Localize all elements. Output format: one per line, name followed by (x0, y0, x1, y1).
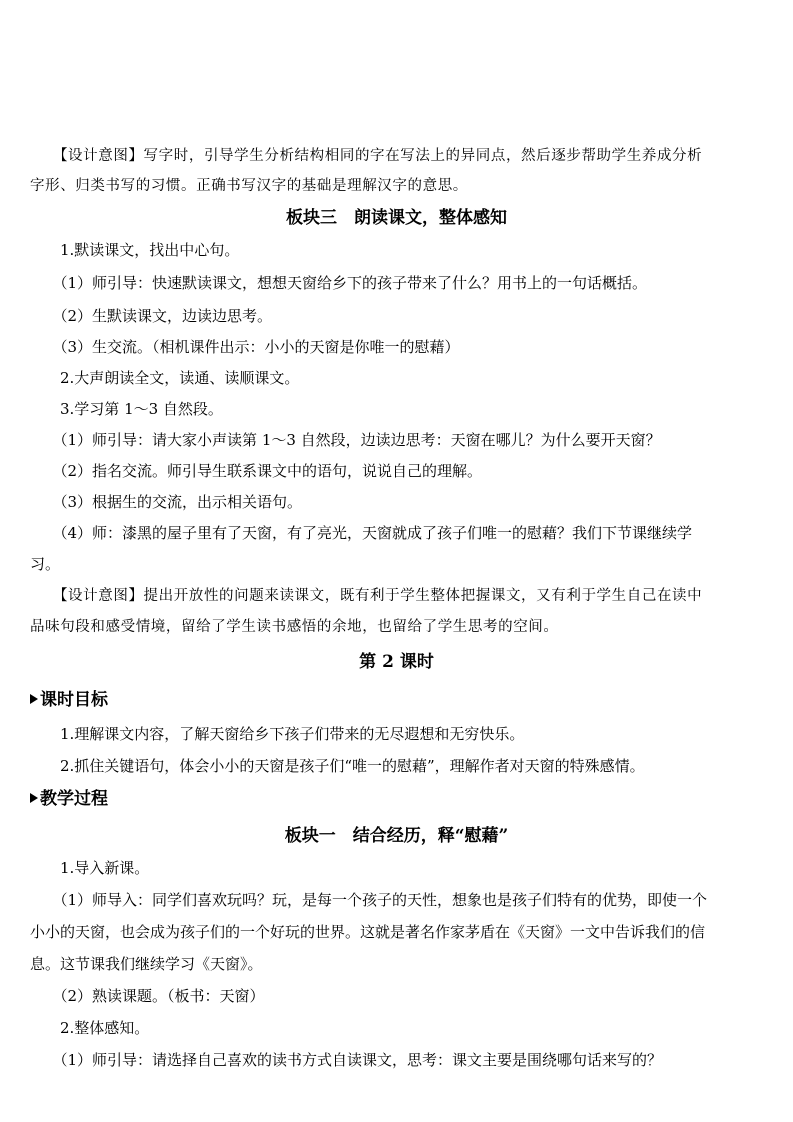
teaching-process-label: 教学过程 (40, 789, 108, 809)
triangle-bullet-icon (30, 793, 38, 803)
step-3-2: （2）指名交流。师引导生联系课文中的语句，说说自己的理解。 (30, 462, 483, 480)
step-overall-perception: 2.整体感知。 (30, 1019, 150, 1037)
step-intro-1-line-3: 息。这节课我们继续学习《天窗》。 (30, 955, 263, 973)
step-1-3: （3）生交流。（相机课件出示：小小的天窗是你唯一的慰藉） (30, 338, 460, 356)
design-intent-paragraph-2-line-1: 【设计意图】提出开放性的问题来读课文，既有利于学生整体把握课文，又有利于学生自己在读中 (30, 588, 703, 604)
step-1-1: （1）师引导：快速默读课文，想想天窗给乡下的孩子带来了什么？用书上的一句话概括。 (30, 274, 648, 292)
objective-1: 1.理解课文内容，了解天窗给乡下孩子们带来的无尽遐想和无穷快乐。 (30, 725, 525, 743)
step-intro-1-line-2: 小小的天窗，也会成为孩子们的一个好玩的世界。这就是著名作家茅盾在《天窗》一文中告诉我们的信 (30, 923, 706, 941)
step-3-3: （3）根据生的交流，出示相关语句。 (30, 493, 303, 511)
design-intent-paragraph-1-line-1: 【设计意图】写字时，引导学生分析结构相同的字在写法上的异同点，然后逐步帮助学生养成分析 (30, 148, 703, 164)
triangle-bullet-icon (30, 694, 38, 704)
step-overall-1: （1）师引导：请选择自己喜欢的读书方式自读课文，思考：课文主要是围绕哪句话来写的？ (30, 1051, 663, 1069)
step-1-2: （2）生默读课文，边读边思考。 (30, 307, 273, 325)
lesson-objectives-label: 课时目标 (40, 690, 108, 710)
design-intent-paragraph-2-line-2: 品味句段和感受情境，留给了学生读书感悟的余地，也留给了学生思考的空间。 (30, 619, 559, 635)
step-3-1: （1）师引导：请大家小声读第 1～3 自然段，边读边思考：天窗在哪儿？为什么要开天窗？ (30, 431, 661, 449)
design-intent-paragraph-1-line-2: 字形、归类书写的习惯。正确书写汉字的基础是理解汉字的意思。 (30, 178, 468, 194)
step-introduce-new-lesson: 1.导入新课。 (30, 859, 150, 877)
step-intro-1-line-1: （1）师导入：同学们喜欢玩吗？玩，是每一个孩子的天性，想象也是孩子们特有的优势，即使一个 (30, 891, 708, 909)
lesson-objectives-heading (30, 689, 765, 711)
section-heading-block-3: 板块三 朗读课文，整体感知 (286, 208, 507, 228)
step-read-aloud: 2.大声朗读全文，读通、读顺课文。 (30, 369, 300, 387)
lesson-period-title: 第 2 课时 (359, 652, 434, 672)
teaching-process-heading (30, 788, 765, 810)
step-silent-reading: 1.默读课文，找出中心句。 (30, 241, 240, 259)
step-3-4-line-1: （4）师：漆黑的屋子里有了天窗，有了亮光，天窗就成了孩子们唯一的慰藉？我们下节课继续学 (30, 524, 693, 542)
step-study-paragraphs: 3.学习第 1～3 自然段。 (30, 400, 223, 418)
step-3-4-line-2: 习。 (30, 555, 61, 573)
step-intro-2: （2）熟读课题。（板书：天窗） (30, 987, 265, 1005)
section-heading-block-1: 板块一 结合经历，释“慰藉” (284, 826, 509, 846)
objective-2: 2.抓住关键语句，体会小小的天窗是孩子们“唯一的慰藉”，理解作者对天窗的特殊感情。 (30, 757, 645, 775)
